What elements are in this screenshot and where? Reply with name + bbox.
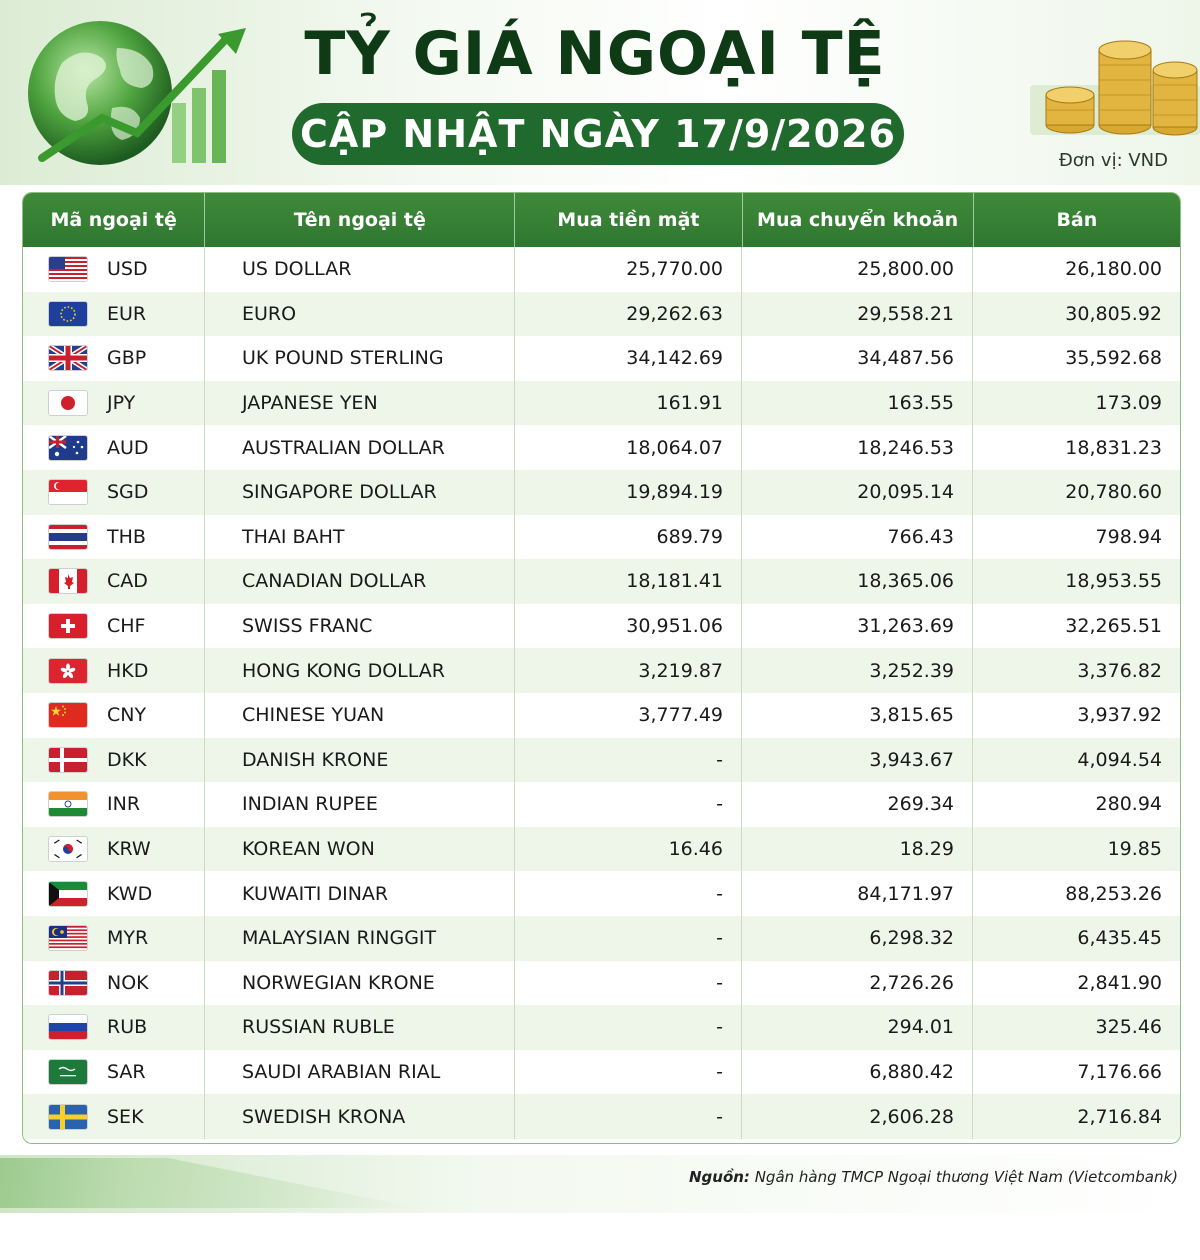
transfer-buy-rate: 29,558.21 <box>742 292 973 337</box>
currency-code: CAD <box>107 570 148 593</box>
kw-flag-icon <box>49 882 87 906</box>
currency-code: GBP <box>107 347 147 370</box>
table-body <box>23 247 1180 1139</box>
table-row <box>23 336 1180 381</box>
ch-flag-icon <box>49 614 87 638</box>
currency-name: SWISS FRANC <box>205 604 515 649</box>
cash-buy-rate: 3,219.87 <box>515 648 742 693</box>
currency-code-cell <box>23 871 205 916</box>
hk-flag-icon <box>49 659 87 683</box>
currency-name: DANISH KRONE <box>205 738 515 783</box>
table-row <box>23 827 1180 872</box>
transfer-buy-rate: 2,726.26 <box>742 961 973 1006</box>
sell-rate: 20,780.60 <box>1065 481 1162 504</box>
currency-code: KRW <box>107 838 151 861</box>
currency-code-cell <box>23 782 205 827</box>
globe-growth-icon <box>22 8 252 173</box>
currency-name: RUSSIAN RUBLE <box>205 1005 515 1050</box>
currency-code: NOK <box>107 971 149 994</box>
currency-name: MALAYSIAN RINGGIT <box>205 916 515 961</box>
currency-name: INDIAN RUPEE <box>205 782 515 827</box>
table-row <box>23 1050 1180 1095</box>
cash-buy-rate: 16.46 <box>515 827 742 872</box>
update-date-badge: CẬP NHẬT NGÀY 17/9/2026 <box>292 103 904 165</box>
transfer-buy-rate: 269.34 <box>742 782 973 827</box>
transfer-buy-rate: 3,252.39 <box>742 648 973 693</box>
table-row <box>23 648 1180 693</box>
table-row <box>23 604 1180 649</box>
transfer-buy-rate: 3,815.65 <box>742 693 973 738</box>
source-note <box>689 1168 1178 1186</box>
table-row <box>23 470 1180 515</box>
currency-name: SWEDISH KRONA <box>205 1094 515 1139</box>
transfer-buy-rate: 18,246.53 <box>742 425 973 470</box>
currency-code-cell <box>23 470 205 515</box>
table-row <box>23 425 1180 470</box>
table-row <box>23 871 1180 916</box>
transfer-buy-rate: 6,880.42 <box>742 1050 973 1095</box>
transfer-buy-rate: 18.29 <box>742 827 973 872</box>
sell-rate: 3,937.92 <box>1077 704 1162 727</box>
currency-code-cell <box>23 693 205 738</box>
table-row <box>23 1005 1180 1050</box>
table-row <box>23 693 1180 738</box>
currency-code-cell <box>23 247 205 292</box>
cash-buy-rate: 161.91 <box>515 381 742 426</box>
transfer-buy-rate: 34,487.56 <box>742 336 973 381</box>
currency-name: UK POUND STERLING <box>205 336 515 381</box>
currency-name: NORWEGIAN KRONE <box>205 961 515 1006</box>
table-row <box>23 559 1180 604</box>
currency-code: JPY <box>107 392 136 415</box>
ru-flag-icon <box>49 1015 87 1039</box>
sa-flag-icon <box>49 1060 87 1084</box>
currency-code-cell <box>23 515 205 560</box>
sell-rate: 18,953.55 <box>1065 570 1162 593</box>
sell-rate: 30,805.92 <box>1065 302 1162 325</box>
cash-buy-rate: - <box>515 961 742 1006</box>
currency-code-cell <box>23 1005 205 1050</box>
source-text: Ngân hàng TMCP Ngoại thương Việt Nam (Vietcombank) <box>754 1168 1178 1186</box>
cn-flag-icon <box>49 703 87 727</box>
sell-rate: 7,176.66 <box>1077 1060 1162 1083</box>
cash-buy-rate: - <box>515 871 742 916</box>
currency-code: SAR <box>107 1060 146 1083</box>
currency-code-cell <box>23 425 205 470</box>
no-flag-icon <box>49 971 87 995</box>
sg-flag-icon <box>49 480 87 504</box>
currency-name: SINGAPORE DOLLAR <box>205 470 515 515</box>
currency-code-cell <box>23 916 205 961</box>
currency-name: KUWAITI DINAR <box>205 871 515 916</box>
in-flag-icon <box>49 792 87 816</box>
ca-flag-icon <box>49 569 87 593</box>
currency-code: CHF <box>107 615 146 638</box>
transfer-buy-rate: 6,298.32 <box>742 916 973 961</box>
jp-flag-icon <box>49 391 87 415</box>
sell-rate: 798.94 <box>1095 525 1162 548</box>
table-row <box>23 738 1180 783</box>
transfer-buy-rate: 766.43 <box>742 515 973 560</box>
transfer-buy-rate: 31,263.69 <box>742 604 973 649</box>
cash-buy-rate: 18,181.41 <box>515 559 742 604</box>
cash-buy-rate: 29,262.63 <box>515 292 742 337</box>
cash-buy-rate: 30,951.06 <box>515 604 742 649</box>
sell-rate: 32,265.51 <box>1065 615 1162 638</box>
uk-flag-icon <box>49 346 87 370</box>
transfer-buy-rate: 25,800.00 <box>742 247 973 292</box>
currency-name: US DOLLAR <box>205 247 515 292</box>
currency-code: THB <box>107 525 146 548</box>
currency-code: USD <box>107 258 148 281</box>
cash-buy-rate: 34,142.69 <box>515 336 742 381</box>
currency-code-cell <box>23 1050 205 1095</box>
currency-code: SGD <box>107 481 149 504</box>
currency-code: SEK <box>107 1105 144 1128</box>
dk-flag-icon <box>49 748 87 772</box>
cash-buy-rate: - <box>515 738 742 783</box>
sell-rate: 3,376.82 <box>1077 659 1162 682</box>
sell-rate: 88,253.26 <box>1065 882 1162 905</box>
coin-stacks-icon <box>1030 15 1200 145</box>
sell-rate: 4,094.54 <box>1077 748 1162 771</box>
currency-code-cell <box>23 961 205 1006</box>
transfer-buy-rate: 163.55 <box>742 381 973 426</box>
currency-code: HKD <box>107 659 149 682</box>
kr-flag-icon <box>49 837 87 861</box>
cash-buy-rate: - <box>515 1094 742 1139</box>
column-header-name: Tên ngoại tệ <box>205 193 515 247</box>
se-flag-icon <box>49 1105 87 1129</box>
currency-name: EURO <box>205 292 515 337</box>
au-flag-icon <box>49 436 87 460</box>
cash-buy-rate: 18,064.07 <box>515 425 742 470</box>
sell-rate: 19.85 <box>1107 838 1162 861</box>
currency-name: JAPANESE YEN <box>205 381 515 426</box>
transfer-buy-rate: 2,606.28 <box>742 1094 973 1139</box>
currency-code-cell <box>23 336 205 381</box>
cash-buy-rate: 25,770.00 <box>515 247 742 292</box>
sell-rate: 325.46 <box>1095 1016 1162 1039</box>
currency-code-cell <box>23 559 205 604</box>
cash-buy-rate: 3,777.49 <box>515 693 742 738</box>
currency-code: AUD <box>107 436 149 459</box>
currency-name: SAUDI ARABIAN RIAL <box>205 1050 515 1095</box>
sell-rate: 2,716.84 <box>1077 1105 1162 1128</box>
sell-rate: 35,592.68 <box>1065 347 1162 370</box>
table-row <box>23 515 1180 560</box>
table-row <box>23 916 1180 961</box>
transfer-buy-rate: 294.01 <box>742 1005 973 1050</box>
currency-code-cell <box>23 381 205 426</box>
currency-code: MYR <box>107 927 149 950</box>
table-row <box>23 1094 1180 1139</box>
currency-code: EUR <box>107 302 147 325</box>
table-row <box>23 381 1180 426</box>
cash-buy-rate: - <box>515 1050 742 1095</box>
cash-buy-rate: - <box>515 782 742 827</box>
cash-buy-rate: 689.79 <box>515 515 742 560</box>
transfer-buy-rate: 20,095.14 <box>742 470 973 515</box>
cash-buy-rate: - <box>515 1005 742 1050</box>
cash-buy-rate: - <box>515 916 742 961</box>
transfer-buy-rate: 84,171.97 <box>742 871 973 916</box>
currency-name: CANADIAN DOLLAR <box>205 559 515 604</box>
currency-name: HONG KONG DOLLAR <box>205 648 515 693</box>
table-header <box>23 193 1180 247</box>
table-row <box>23 782 1180 827</box>
currency-code-cell <box>23 827 205 872</box>
currency-code-cell <box>23 292 205 337</box>
currency-code: CNY <box>107 704 147 727</box>
currency-code: INR <box>107 793 141 816</box>
currency-name: THAI BAHT <box>205 515 515 560</box>
currency-code-cell <box>23 604 205 649</box>
cash-buy-rate: 19,894.19 <box>515 470 742 515</box>
sell-rate: 26,180.00 <box>1065 258 1162 281</box>
currency-code: DKK <box>107 748 147 771</box>
sell-rate: 280.94 <box>1095 793 1162 816</box>
sell-rate: 6,435.45 <box>1077 927 1162 950</box>
exchange-rate-table <box>22 192 1181 1144</box>
sell-rate: 173.09 <box>1095 392 1162 415</box>
currency-name: KOREAN WON <box>205 827 515 872</box>
my-flag-icon <box>49 926 87 950</box>
currency-code-cell <box>23 648 205 693</box>
eu-flag-icon <box>49 302 87 326</box>
column-header-sell: Bán <box>1056 209 1098 231</box>
column-header-transfer-buy: Mua chuyển khoản <box>743 193 974 247</box>
sell-rate: 2,841.90 <box>1077 971 1162 994</box>
currency-name: AUSTRALIAN DOLLAR <box>205 425 515 470</box>
sell-rate: 18,831.23 <box>1065 436 1162 459</box>
currency-code: KWD <box>107 882 153 905</box>
transfer-buy-rate: 18,365.06 <box>742 559 973 604</box>
table-row <box>23 292 1180 337</box>
us-flag-icon <box>49 257 87 281</box>
column-header-code: Mã ngoại tệ <box>23 193 205 247</box>
currency-code-cell <box>23 738 205 783</box>
th-flag-icon <box>49 525 87 549</box>
transfer-buy-rate: 3,943.67 <box>742 738 973 783</box>
currency-name: CHINESE YUAN <box>205 693 515 738</box>
currency-code-cell <box>23 1094 205 1139</box>
table-row <box>23 247 1180 292</box>
source-label: Nguồn: <box>688 1168 750 1186</box>
currency-code: RUB <box>107 1016 148 1039</box>
table-row <box>23 961 1180 1006</box>
column-header-cash-buy: Mua tiền mặt <box>515 193 742 247</box>
page-title: TỶ GIÁ NGOẠI TỆ <box>304 19 886 89</box>
unit-label: Đơn vị: VND <box>1058 150 1168 171</box>
